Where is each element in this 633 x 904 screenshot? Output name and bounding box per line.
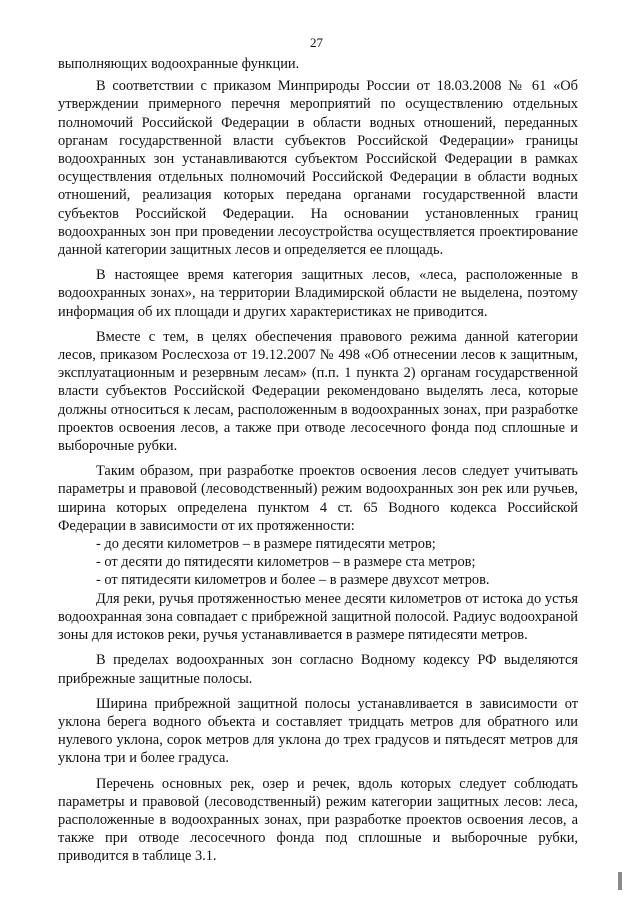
list-item-under-ten-km: - до десяти километров – в размере пятидесяти метров; <box>96 536 436 553</box>
paragraph-current-status: В настоящее время категория защитных лесов, «леса, расположенные в водоохранных зонах», на территории Владимирской области не выделена, поэтому информация об их площади и других характеристиках не приводится. <box>58 267 578 320</box>
paragraph-continuation: выполняющих водоохранные функции. <box>58 56 300 72</box>
paragraph-table-reference: Перечень основных рек, озер и речек, вдоль которых следует соблюдать параметры и правовой (лесоводственный) режим категории защитных лесов: леса, расположенные в водоохранных зонах, при разработке проектов освоения лесов, а также при отводе лесосечного фонда под сплошные и выборочные рубки, приводится в таблице 3.1. <box>58 775 578 865</box>
scan-edge-mark <box>618 872 622 890</box>
list-item-ten-to-fifty-km: - от десяти до пятидесяти километров – в размере ста метров; <box>96 554 476 571</box>
paragraph-rosleskhoz-order: Вместе с тем, в целях обеспечения правового режима данной категории лесов, приказом Рослесхоза от 19.12.2007 № 498 «Об отнесении лесов к защитным, эксплуатационным и резервным лесам» (п.п. 1 пункта 2) органам государственной власти субъектов Российской Федерации рекомендовано выделять леса, которые должны относиться к лесам, расположенным в водоохранных зонах, при разработке проектов освоения лесов, а также при отводе лесосечного фонда под сплошные и выборочные рубки. <box>58 328 578 455</box>
paragraph-order-reference: В соответствии с приказом Минприроды России от 18.03.2008 № 61 «Об утверждении примерного перечня мероприятий по осуществлению отдельных полномочий Российской Федерации в области водных отношений, переданных органам государственной власти субъектов Российской Федерации» границы водоохранных зон устанавливаются субъектом Российской Федерации в рамках осуществления отдельных полномочий Российской Федерации в области водных отношений, реализация которых передана органами государственной власти субъектов Российской Федерации. На основании установленных границ водоохранных зон при проведении лесоустройства осуществляется проектирование данной категории защитных лесов и определяется ее площадь. <box>58 78 578 259</box>
paragraph-zone-widths-intro: Таким образом, при разработке проектов освоения лесов следует учитывать параметры и правовой (лесоводственный) режим водоохранных зон рек или ручьев, ширина которых определена пунктом 4 ст. 65 Водного кодекса Российской Федерации в зависимости от их протяженности: <box>58 463 578 534</box>
paragraph-short-rivers: Для реки, ручья протяженностью менее десяти километров от истока до устья водоохранная зона совпадает с прибрежной защитной полосой. Радиус водоохраной зоны для истоков реки, ручья устанавливается в размере пятидесяти метров. <box>58 590 578 644</box>
document-body <box>58 55 578 873</box>
paragraph-protective-strips: В пределах водоохранных зон согласно Водному кодексу РФ выделяются прибрежные защитные полосы. <box>58 652 578 687</box>
list-item-over-fifty-km: - от пятидесяти километров и более – в размере двухсот метров. <box>96 572 490 589</box>
page-number: 27 <box>310 35 323 50</box>
paragraph-strip-width: Ширина прибрежной защитной полосы устанавливается в зависимости от уклона берега водного объекта и составляет тридцать метров для обратного или нулевого уклона, сорок метров для уклона до трех градусов и пятьдесят метров для уклона три и более градуса. <box>58 695 578 767</box>
